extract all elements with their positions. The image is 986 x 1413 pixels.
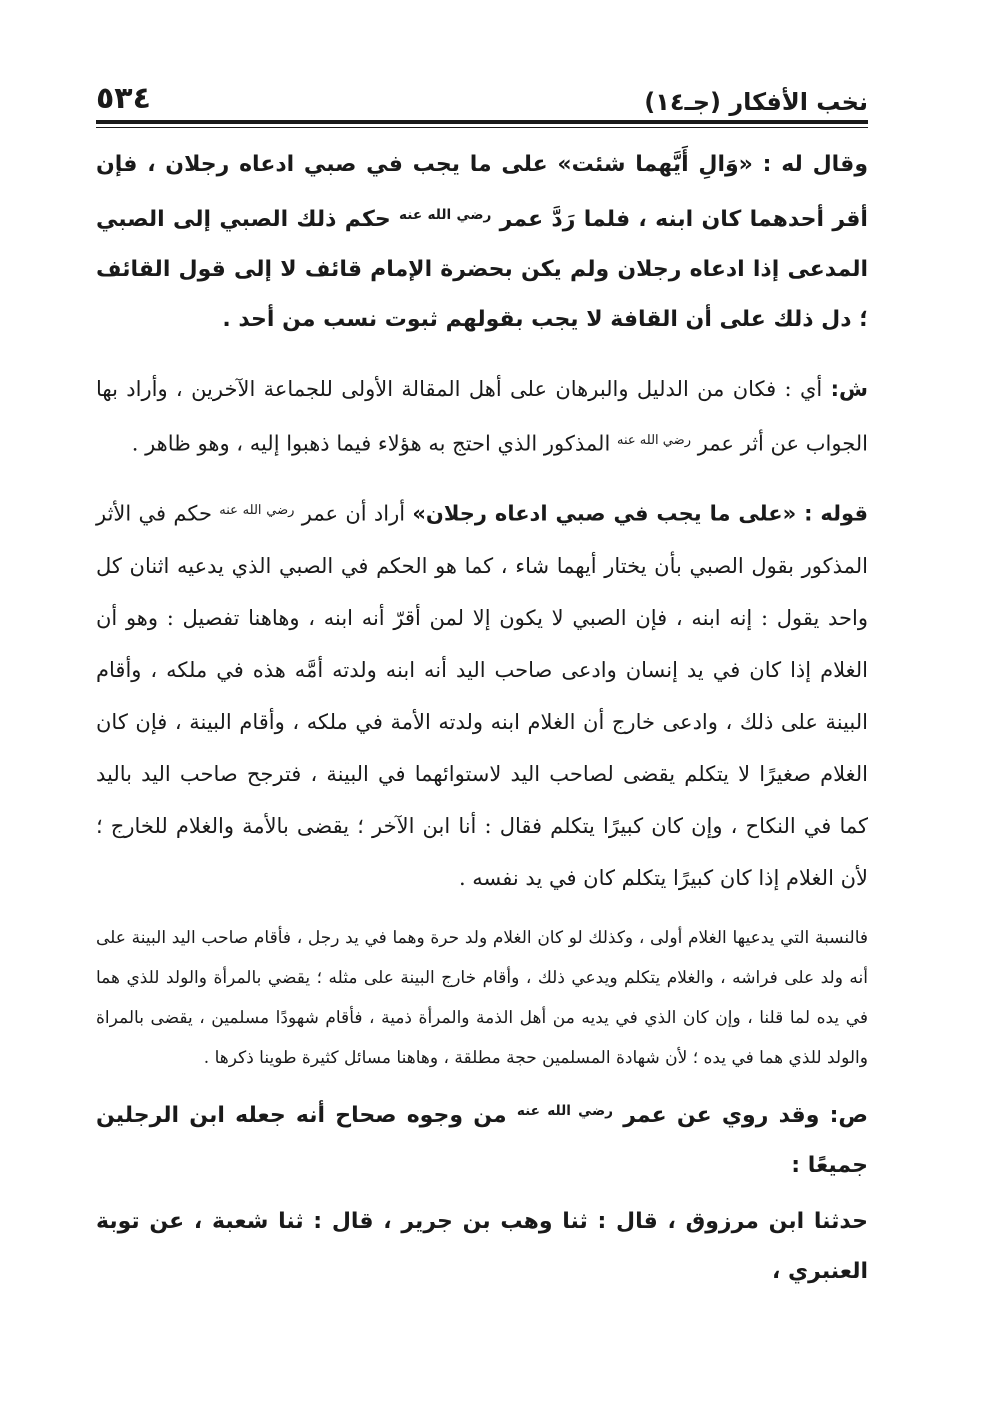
paragraph-text: أراد أن عمر bbox=[301, 501, 406, 526]
header-rule-thick bbox=[96, 120, 868, 124]
paragraph-commentary-1 bbox=[96, 363, 868, 470]
paragraph-text: حكم في الأثر المذكور بقول الصبي بأن يختار أيهما شاء ، كما هو الحكم في الصبي الذي يدعيه اثنان كل واحد يقول : إنه ابنه ، فإن الصبي لا يكون إلا لمن أقرّ أنه ابنه ، وهاهنا تفصيل : وهو أن الغلام إذا كان في يد إنسان وادعى صاحب اليد أنه ابنه ولدته أمَّه هذه في ملكه ، وأقام البينة على ذلك ، وادعى خارج أن الغلام ابنه ولدته الأمة في ملكه ، وأقام البينة ، فإن كان الغلام صغيرًا لا يتكلم يقضى لصاحب اليد لاستوائهما في البينة ، فترجح صاحب اليد باليد كما في النكاح ، وإن كان كبيرًا يتكلم فقال : أنا ابن الآخر ؛ يقضى بالأمة والغلام للخارج ؛ لأن الغلام إذا كان كبيرًا يتكلم كان في يد نفسه . bbox=[96, 501, 868, 890]
honorific-glyph: رضي الله عنه bbox=[399, 207, 492, 223]
paragraph-matn-2 bbox=[96, 1086, 868, 1191]
paragraph-commentary-2 bbox=[96, 485, 868, 904]
paragraph-text: وقال له : «وَالِ أَيَّهما شئت» على ما يجب في صبي ادعاه رجلان ، فإن أقر أحدهما كان ابنه ، فلما رَدَّ عمر bbox=[96, 152, 868, 232]
book-page bbox=[96, 70, 868, 1373]
honorific-glyph: رضي الله عنه bbox=[219, 503, 295, 519]
running-title: نخب الأفكار (جـ١٤) bbox=[644, 88, 868, 116]
paragraph-text: المذكور الذي احتج به هؤلاء فيما ذهبوا إليه ، وهو ظاهر . bbox=[131, 431, 611, 456]
honorific-glyph: رضي الله عنه bbox=[516, 1102, 613, 1119]
paragraph-text: وقد روي عن عمر bbox=[623, 1102, 820, 1128]
paragraph-text: حدثنا ابن مرزوق ، قال : ثنا وهب بن جرير ، قال : ثنا شعبة ، عن توبة العنبري ، bbox=[96, 1208, 868, 1284]
paragraph-matn-1 bbox=[96, 140, 868, 345]
page-number: ٥٣٤ bbox=[96, 81, 151, 116]
sharh-marker: ش: bbox=[830, 376, 868, 401]
paragraph-text: فالنسبة التي يدعيها الغلام أولى ، وكذلك لو كان الغلام ولد حرة وهما في يد رجل ، فأقام صاحب اليد البينة على أنه ولد على فراشه ، والغلام يتكلم ويدعي ذلك ، وأقام خارج البينة على مثله ؛ يقضي بالمرأة والولد للذي هما في يده لما قلنا ، وإن كان الذي في يديه من أهل الذمة والمرأة ذمية ، فأقام شهودًا مسلمين ، يقضى بالمراة والولد للذي هما في يده ؛ لأن شهادة المسلمين حجة مطلقة ، وهاهنا مسائل كثيرة طوينا ذكرها . bbox=[96, 927, 868, 1068]
quoted-phrase: قوله : «على ما يجب في صبي ادعاه رجلان» bbox=[412, 501, 868, 526]
paragraph-text: أي : فكان من الدليل والبرهان على أهل المقالة الأولى للجماعة الآخرين ، وأراد بها الجواب عن أثر عمر bbox=[96, 376, 868, 456]
paragraph-commentary-3 bbox=[96, 918, 868, 1078]
paragraph-isnad bbox=[96, 1197, 868, 1297]
paragraph-text: حكم ذلك الصبي إلى الصبي المدعى إذا ادعاه رجلان ولم يكن بحضرة الإمام قائف لا إلى قول القائف ؛ دل ذلك على أن القافة لا يجب بقولهم ثبوت نسب من أحد . bbox=[96, 206, 868, 332]
page-header bbox=[96, 70, 868, 114]
header-rule-thin bbox=[96, 127, 868, 128]
honorific-glyph: رضي الله عنه bbox=[616, 432, 691, 448]
paragraph-text: من وجوه صحاح أنه جعله ابن الرجلين جميعًا : bbox=[96, 1102, 868, 1178]
sad-marker: ص: bbox=[829, 1102, 869, 1128]
page-body bbox=[96, 140, 868, 1297]
